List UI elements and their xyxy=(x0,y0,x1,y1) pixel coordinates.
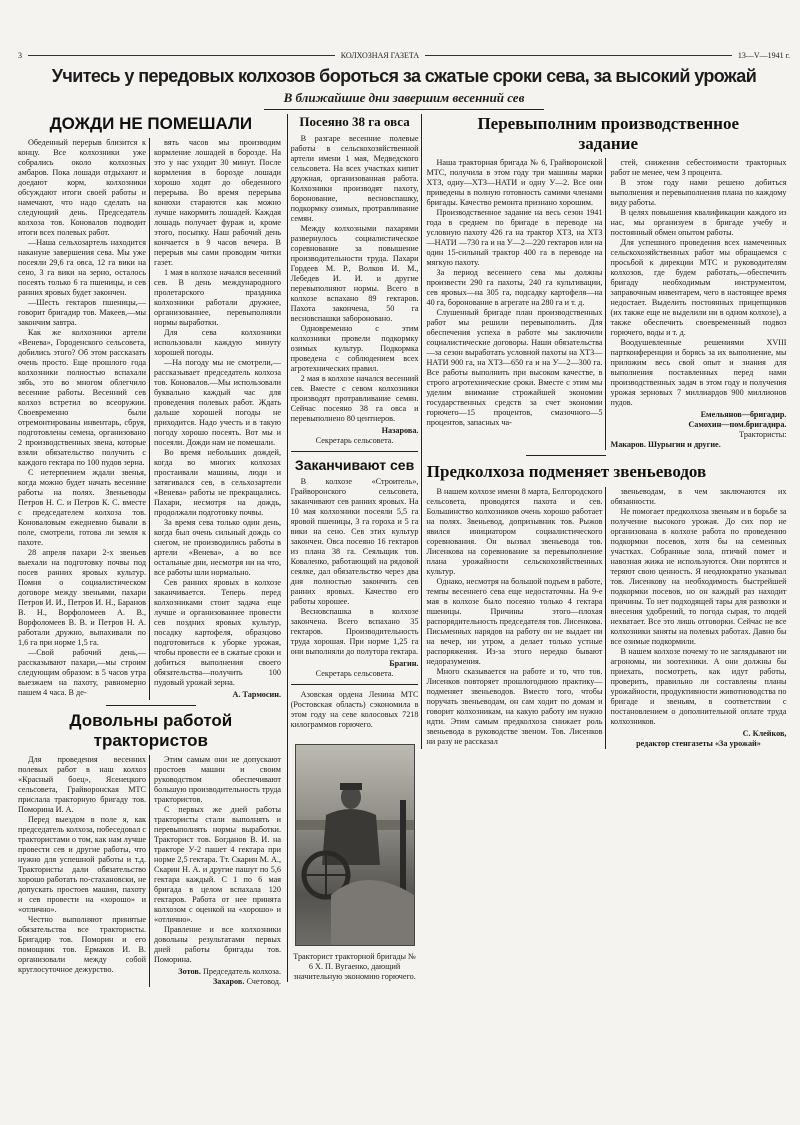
paragraph: Как же колхозники артели «Венева», Городенского сельсовета, добились этого? Об этом рассказать очень просто. Еще прошлого года колхозники полностью вспахали зябь, это во многом облегчило весенние работы. Весенний сев колхоз встретил во всеоружии. Своевременно были отремонтированы инвентарь, сбруя, подготовлены семена, организовано 2 производственных звена, которые взяли обязательство получить с каждого гектара по 100 пудов зерна. xyxy=(18,328,146,467)
article-finishing-signature-role: Секретарь сельсовета. xyxy=(315,669,394,678)
paragraph: В нашем колхозе имени 8 марта, Белгородского сельсовета, проводятся пахота и сев. Большинство колхозников очень хорошо работает на полях. Звеньевод, допризывник тов. Рыжов явился инициатором социалистического соревнования. Он вызвал звеньевода тов. Лисенкова на соревнование за перевыполнение плана урожайности сельскохозяйственных культур. xyxy=(426,487,603,576)
article-rain-col2 xyxy=(149,138,281,700)
paragraph: В разгаре весенние полевые работы в сельскохозяйственной артели имени 1 мая, Медведского сельсовета. На всех участках кипит дружная, организованная работа. Колхозники производят пахоту, боронование, весновспашку, подкормку озимых, протравливание семян. xyxy=(290,134,419,223)
paragraph: Для сева колхозники использовали каждую минуту хорошей погоды. xyxy=(154,328,281,357)
tractor-driver-photo xyxy=(295,744,415,946)
article-title-chairman: Предколхоза подменяет звеньеводов xyxy=(426,462,707,481)
article-title-rain: ДОЖДИ НЕ ПОМЕШАЛИ xyxy=(49,114,253,133)
paragraph: Наша тракторная бригада № 6, Грайворонской МТС, получила в этом году три машины марки ХТЗ, одну—ХТЗ—НАТИ и одну У—2. Все они приведены в полную готовность самими членами бригады. Качество ремонта признано хорошим. xyxy=(426,158,603,207)
header-rule xyxy=(425,55,732,56)
signature-assistant: Самохин—пом.бригадира. xyxy=(688,420,787,429)
article-title-oats: Посеяно 38 га овса xyxy=(299,114,410,129)
paragraph: Воодушевленные решениями XVIII партконференции и борясь за их выполнение, мы приложим весь свой опыт и знания для выполнения поставленных перед нами производственных задач в этом году и получения урожая зерновых 7 миллиардов 900 миллионов пудов. xyxy=(610,338,787,407)
signature-name: Захаров. xyxy=(212,977,245,986)
article-tractor-col2 xyxy=(149,755,281,987)
section-rule xyxy=(106,705,196,706)
paragraph: Однако, несмотря на большой подъем в работе, темпы весеннего сева еще недостаточны. На 9-е мая в колхозе было посеяно только 4 гектара пшеницы. Причины этого—плохая распорядительность председателя тов. Лисенкова. Письменных нарядов на работу он не выдает ни на вечер, ни утром, а делает только устные распоряжения. Из-за этого нередко бывают недоразумения. xyxy=(426,577,603,666)
paragraph: Этим самым они не допускают простоев машин и своим руководством обеспечивают большую производительность труда трактористов. xyxy=(154,755,281,804)
running-header xyxy=(18,48,790,62)
paragraph: —Шесть гектаров пшеницы,—говорит бригадир тов. Макеев,—мы закончим завтра. xyxy=(18,298,146,327)
paragraph: Слушенный бригаде план производственных работ мы решили перевыполнить. Для обеспечения успеха в работе мы заключили социалистические договоры. Наши обязательства—за сезон выработать условной пахоты на ХТЗ—НАТИ 900 га, на ХТЗ—650 га и на У—2—300 га. Все работы выполнить при высоком качестве, в строго агротехнические сроки. Вместе с этим мы уделим внимание строжайшей экономии государственных средств за счет экономии горючего—15 процентов, смазочного—5 процентов, запасных ча- xyxy=(426,308,603,427)
paragraph: —Наша сельхозартель находится накануне завершения сева. Мы уже посеяли 29,6 га овса, 12 га вики на сено, 3 га вики на зерно, осталось посеять только 6 га пшеницы, и сев ранних яровых будет закончен. xyxy=(18,238,146,297)
paragraph: Азовская ордена Ленина МТС (Ростовская область) сэкономила в этом году на севе колосовых 7218 килограммов горючего. xyxy=(290,690,419,729)
paragraph: В целях повышения квалификации каждого из нас, мы организуем в бригаде учебу и постоянный обмен опытом работы. xyxy=(610,208,787,237)
paragraph: За период весеннего сева мы должны произвести 290 га пахоты, 240 га культивации, сев яровых—на 305 га, подсадку картофеля—на 40 га, боронование в агрегате на 280 га и т. д. xyxy=(426,268,603,307)
signature-tractorists-label: Трактористы: xyxy=(739,430,787,439)
subheadline-wrap xyxy=(18,89,790,110)
paragraph: Между колхозными пахарями развернулось социалистическое соревнование за повышение производительности труда. Пахари Гордеев М. Р., Волков И. М., Лебедев И. И. и другие перевыполняют нормы. Всего в колхозе вспахано 89 гектаров. Пахота закончена, 50 га весновспашки заборонованo. xyxy=(290,224,419,323)
paragraph: Обеденный перерыв близится к концу. Все колхозники уже собрались около колхозных амбаров. Пока лошади отдыхают и доедают корм, колхозники обсуждают итоги своей работы и намечают, что надо сделать на следующий день. Председатель колхоза тов. Коновалов подводит итоги всех полевых работ. xyxy=(18,138,146,237)
photo-caption: Тракторист тракторной бригады № 6 Х. П. Вугаенко, дающий значительную экономию горючего. xyxy=(293,952,416,981)
tractorist-illustration-icon xyxy=(296,745,414,945)
article-rain-col1 xyxy=(18,138,149,698)
article-rain-body xyxy=(18,138,284,700)
paragraph: За время сева только один день, когда был очень сильный дождь со снегом, не производились работы в артели «Венева», а во все остальные дни, несмотря ни на что, все работы шли нормально. xyxy=(154,518,281,577)
article-exceed-col1 xyxy=(426,158,605,428)
article-rain-signature: А. Тармосин. xyxy=(232,690,281,699)
signature-name: Зотов. xyxy=(178,967,201,976)
article-exceed-signatures xyxy=(610,410,786,450)
paragraph: Одновременно с этим колхозники провели подкормку озимых культур. Подкормка проведена с соблюдением всех агротехнических правил. xyxy=(290,324,419,373)
page-headline: Учитесь у передовых колхозов бороться за сжатые сроки сева, за высокий урожай xyxy=(51,66,757,86)
paragraph: —На погоду мы не смотрели,—рассказывает председатель колхоза тов. Коновалов.—Мы использовали буквально каждый час для проведения полевых работ. Ждать дальше хорошей погоды не приходится. Надо учесть и в такую погоду хорошо посеять. Вот мы и посеяли. Дожди нам не помешали. xyxy=(154,358,281,447)
article-oats-signature: Назарова. xyxy=(381,426,419,435)
article-finishing-body xyxy=(291,477,419,657)
page-columns xyxy=(18,114,790,987)
paragraph: стей, снижения себестоимости тракторных работ не менее, чем 3 процента. xyxy=(610,158,787,177)
article-exceed-body xyxy=(426,158,790,450)
paragraph: вять часов мы производим кормление лошадей в борозде. На это у нас уходит 30 минут. После кормления в борозде лошади хорошо ходят до обеденного перерыва. Во время перерыва конюхи стараются как можно лучше накормить лошадей. Каждая лошадь получает фураж и, кроме этого, посыпку. Наш рабочий день кончается в 9 часов вечера. В перерыв мы сами проводим читки газет. xyxy=(154,138,281,267)
paragraph: Много сказывается на работе и то, что тов. Лисенков повторяет прошлогоднюю практику—подменяет звеньеводов. Вместо того, чтобы поручать звеньеводам, он сам ходит по домам и говорит колхозникам, на какую работу им нужно идти. Этим самым предколхоза снижает роль звеньевода в руководстве звеном. Тов. Лисенков ни разу не рассказал xyxy=(426,667,603,746)
newspaper-page xyxy=(18,48,790,987)
section-rule xyxy=(526,455,606,456)
article-title-tractor-drivers: Довольны работой трактористов xyxy=(69,711,233,750)
azov-note xyxy=(291,690,419,730)
right-section xyxy=(421,114,790,749)
article-tractor-signatures xyxy=(154,967,281,987)
signature-brigadier: Емельянов—бригадир. xyxy=(700,410,787,419)
section-rule xyxy=(291,451,419,452)
article-tractor-body xyxy=(18,755,284,987)
paragraph: звеньеводам, в чем заключаются их обязанности. xyxy=(610,487,787,506)
signature-tractorists: Макаров. Шурыгин и другие. xyxy=(610,440,721,449)
signature-role: Председатель колхоза. xyxy=(202,967,281,976)
paragraph: Сев ранних яровых в колхозе заканчивается. Теперь перед колхозниками стоит задача еще лучше и организованнее провести сев поздних яровых культур, посадку картофеля, образцово подготовиться к уборке урожая, чтобы провести ее в сжатые сроки и добиться выполнения своего обязательства—получить 100 пудовый урожай зерна. xyxy=(154,578,281,687)
header-rule xyxy=(28,55,335,56)
article-chairman-signature-role: редактор стенгазеты «За урожай» xyxy=(636,739,761,748)
paragraph: Производственное задание на весь сезон 1941 года в среднем по бригаде в переводе на условную пахоту 426 га на трактор ХТЗ, на ХТЗ—НАТИ —730 га и на У—2—220 гектаров или на один 15-сильный трактор 400 га в переводе на мягкую пахоту. xyxy=(426,208,603,267)
paragraph: В этом году нами решено добиться выполнения и перевыполнения плана по каждому виду работы. xyxy=(610,178,787,207)
article-chairman-body xyxy=(426,487,790,749)
paragraph: Честно выполняют принятые обязательства все трактористы. Бригадир тов. Поморин и его помощник тов. Ермаков И. В. организовали между собой круглосуточное дежурство. xyxy=(18,915,146,974)
paragraph: 28 апреля пахари 2-х звеньев выехали на подготовку почвы под посев ранних яровых культур. Помня о социалистическом договоре между звеньями, пахари Петров И. И., Петров И. Н., Баранов В. Н., Ворфоломеев А. В., Ворфоломеев В. В. и Петров Н. А. работали дружно, выпахивали по 1,6 га при норме 1,5 га. xyxy=(18,548,146,647)
article-chairman-col1 xyxy=(426,487,605,747)
article-oats-signature-role: Секретарь сельсовета. xyxy=(315,436,394,445)
article-title-exceed: Перевыполним производственное задание xyxy=(477,114,740,153)
page-number: 3 xyxy=(18,50,22,60)
article-finishing-signature: Брагин. xyxy=(389,659,419,668)
paper-name: КОЛХОЗНАЯ ГАЗЕТА xyxy=(340,50,420,60)
article-exceed-col2 xyxy=(605,158,786,450)
paragraph: Во время небольших дождей, когда во многих колхозах простаивали машины, люди и затягивался сев, в сельхозартели «Венева» работы не прекращались. Пахари, несмотря на дождь, продолжали подготовку почвы. xyxy=(154,448,281,517)
paragraph: В нашем колхозе почему то не заглядывают ни агрономы, ни зоотехники. А они должны бы приехать, посмотреть, как идут работы, проверить, правильно ли составлены планы урожайности, продуктивности животноводства по бригаде и звеньям, в соответствии с постановлением о дополнительной оплате труда колхозников. xyxy=(610,647,787,726)
article-chairman-signature: С. Клейков, xyxy=(742,729,787,738)
article-chairman-col2 xyxy=(605,487,786,749)
paragraph: 2 мая в колхозе начался весенний сев. Вместе с севом колхозники производят протравливание семян. Сейчас посеяно 38 га овса и перевыполнено 80 центнеров. xyxy=(290,374,419,423)
paragraph: С нетерпением ждали звенья, когда можно будет начать весенние работы на полях. Звеньеводы Петров Н. С. и Петров К. С. вместе с председателем колхоза тов. Коноваловым ежедневно бывали в поле, смотрели, готова ли земля к пахоте. xyxy=(18,468,146,547)
section-rule xyxy=(291,684,419,685)
article-title-finishing: Заканчивают сев xyxy=(294,457,415,473)
article-oats-body xyxy=(291,134,419,424)
paragraph: Для успешного проведения всех намеченных сельскохозяйственных работ мы обращаемся с просьбой к дирекции МТС и руководителям колхозов, где будем работать,—обеспечить бригаду необходимым инструментом, заправочным инвентарем, чего в настоящее время недостает. Выделить постоянных прицепщиков (их также еще не выделили ни в одном колхозе), а также обеспечить своевременный подвоз горючего, воды и т. д. xyxy=(610,238,787,337)
paragraph: Не помогает предколхоза звеньям и в борьбе за получение высокого урожая. До сих пор не организована в колхозе работа по проведению подкормки посевов, хотя бы на семенных участках. Собранные зола, птичий помет и навозная жижа не используются. Они портятся и теряют свою ценность. Я неоднократно указывал тов. Лисенкову на необходимость быстрейшей подкормки посевов, но он каждый раз находит причины. То нет подходящей тары для развозки и внесения удобрений, то погода сырая, то людей нехватает. Все это лишь отговорки. Сейчас не все колхозники заняты на полевых работах. Давно бы все озимые подкормили. xyxy=(610,507,787,646)
paragraph: Для проведения весенних полевых работ в наш колхоз «Красный боец», Ясенецкого сельсовета, Грайворонская МТС прислала тракторную бригаду тов. Поморина И. А. xyxy=(18,755,146,814)
paragraph: Перед выездом в поле я, как председатель колхоза, побеседовал с трактористами о том, как нам лучше провести сев и другие работы, что нужно для успешной работы и т.д. Трактористы дали обязательство хорошо работать по-стахановски, не допускать простоев машин, пахоту и сев провести на «хорошо» и «отлично». xyxy=(18,815,146,914)
article-tractor-col1 xyxy=(18,755,149,975)
issue-date: 13—V—1941 г. xyxy=(737,50,791,60)
paragraph: В колхозе «Строитель», Грайворонского сельсовета, заканчивают сев ранних яровых. На 10 мая колхозники посеяли 5,5 га яровой пшеницы, 3 га гороха и 5 га вики на сено. Сев этих культур закончен. Овса посеяно 16 гектаров из плана 38 га. Сеяльщик тов. Коваленко, работающий на рядовой сеялке, дал обязательство через два дня полностью закончить сев ранних яровых. Качество его работы хорошее. xyxy=(290,477,419,606)
paragraph: —Свой рабочий день,—рассказывают пахари,—мы строим следующим образом: в 5 часов утра выезжаем на пахоту, равномерно пашем 4 часа. В де- xyxy=(18,648,146,697)
middle-section xyxy=(287,114,422,982)
page-subheadline: В ближайшие дни завершим весенний сев xyxy=(264,90,545,110)
paragraph: 1 мая в колхозе начался весенний сев. В день международного пролетарского праздника колхозники работали дружнее, организованнее, перевыполняли нормы выработки. xyxy=(154,268,281,327)
paragraph: Правление и все колхозники довольны результатами первых дней работы бригады тов. Поморина. xyxy=(154,925,281,964)
paragraph: Весновспашка в колхозе закончена. Всего вспахано 35 гектаров. Производительность труда хорошая. При норме 1,25 га они выполняли до полутора гектара. xyxy=(290,607,419,656)
paragraph: С первых же дней работы трактористы стали выполнять и перевыполнять нормы выработки. Тракторист тов. Богданов В. И. на тракторе У-2 пашет 4 гектара при норме 2,5 гектара. Тт. Скарин М. А., Скарин Н. А. и другие пашут по 5,6 гектара каждый. С 1 по 6 мая бригада в целом вспахала 120 гектаров. Работа от нее принята колхозом с оценкой на «хорошо» и «отлично». xyxy=(154,805,281,924)
left-section xyxy=(18,114,287,987)
signature-role: Счетовод. xyxy=(246,977,281,986)
